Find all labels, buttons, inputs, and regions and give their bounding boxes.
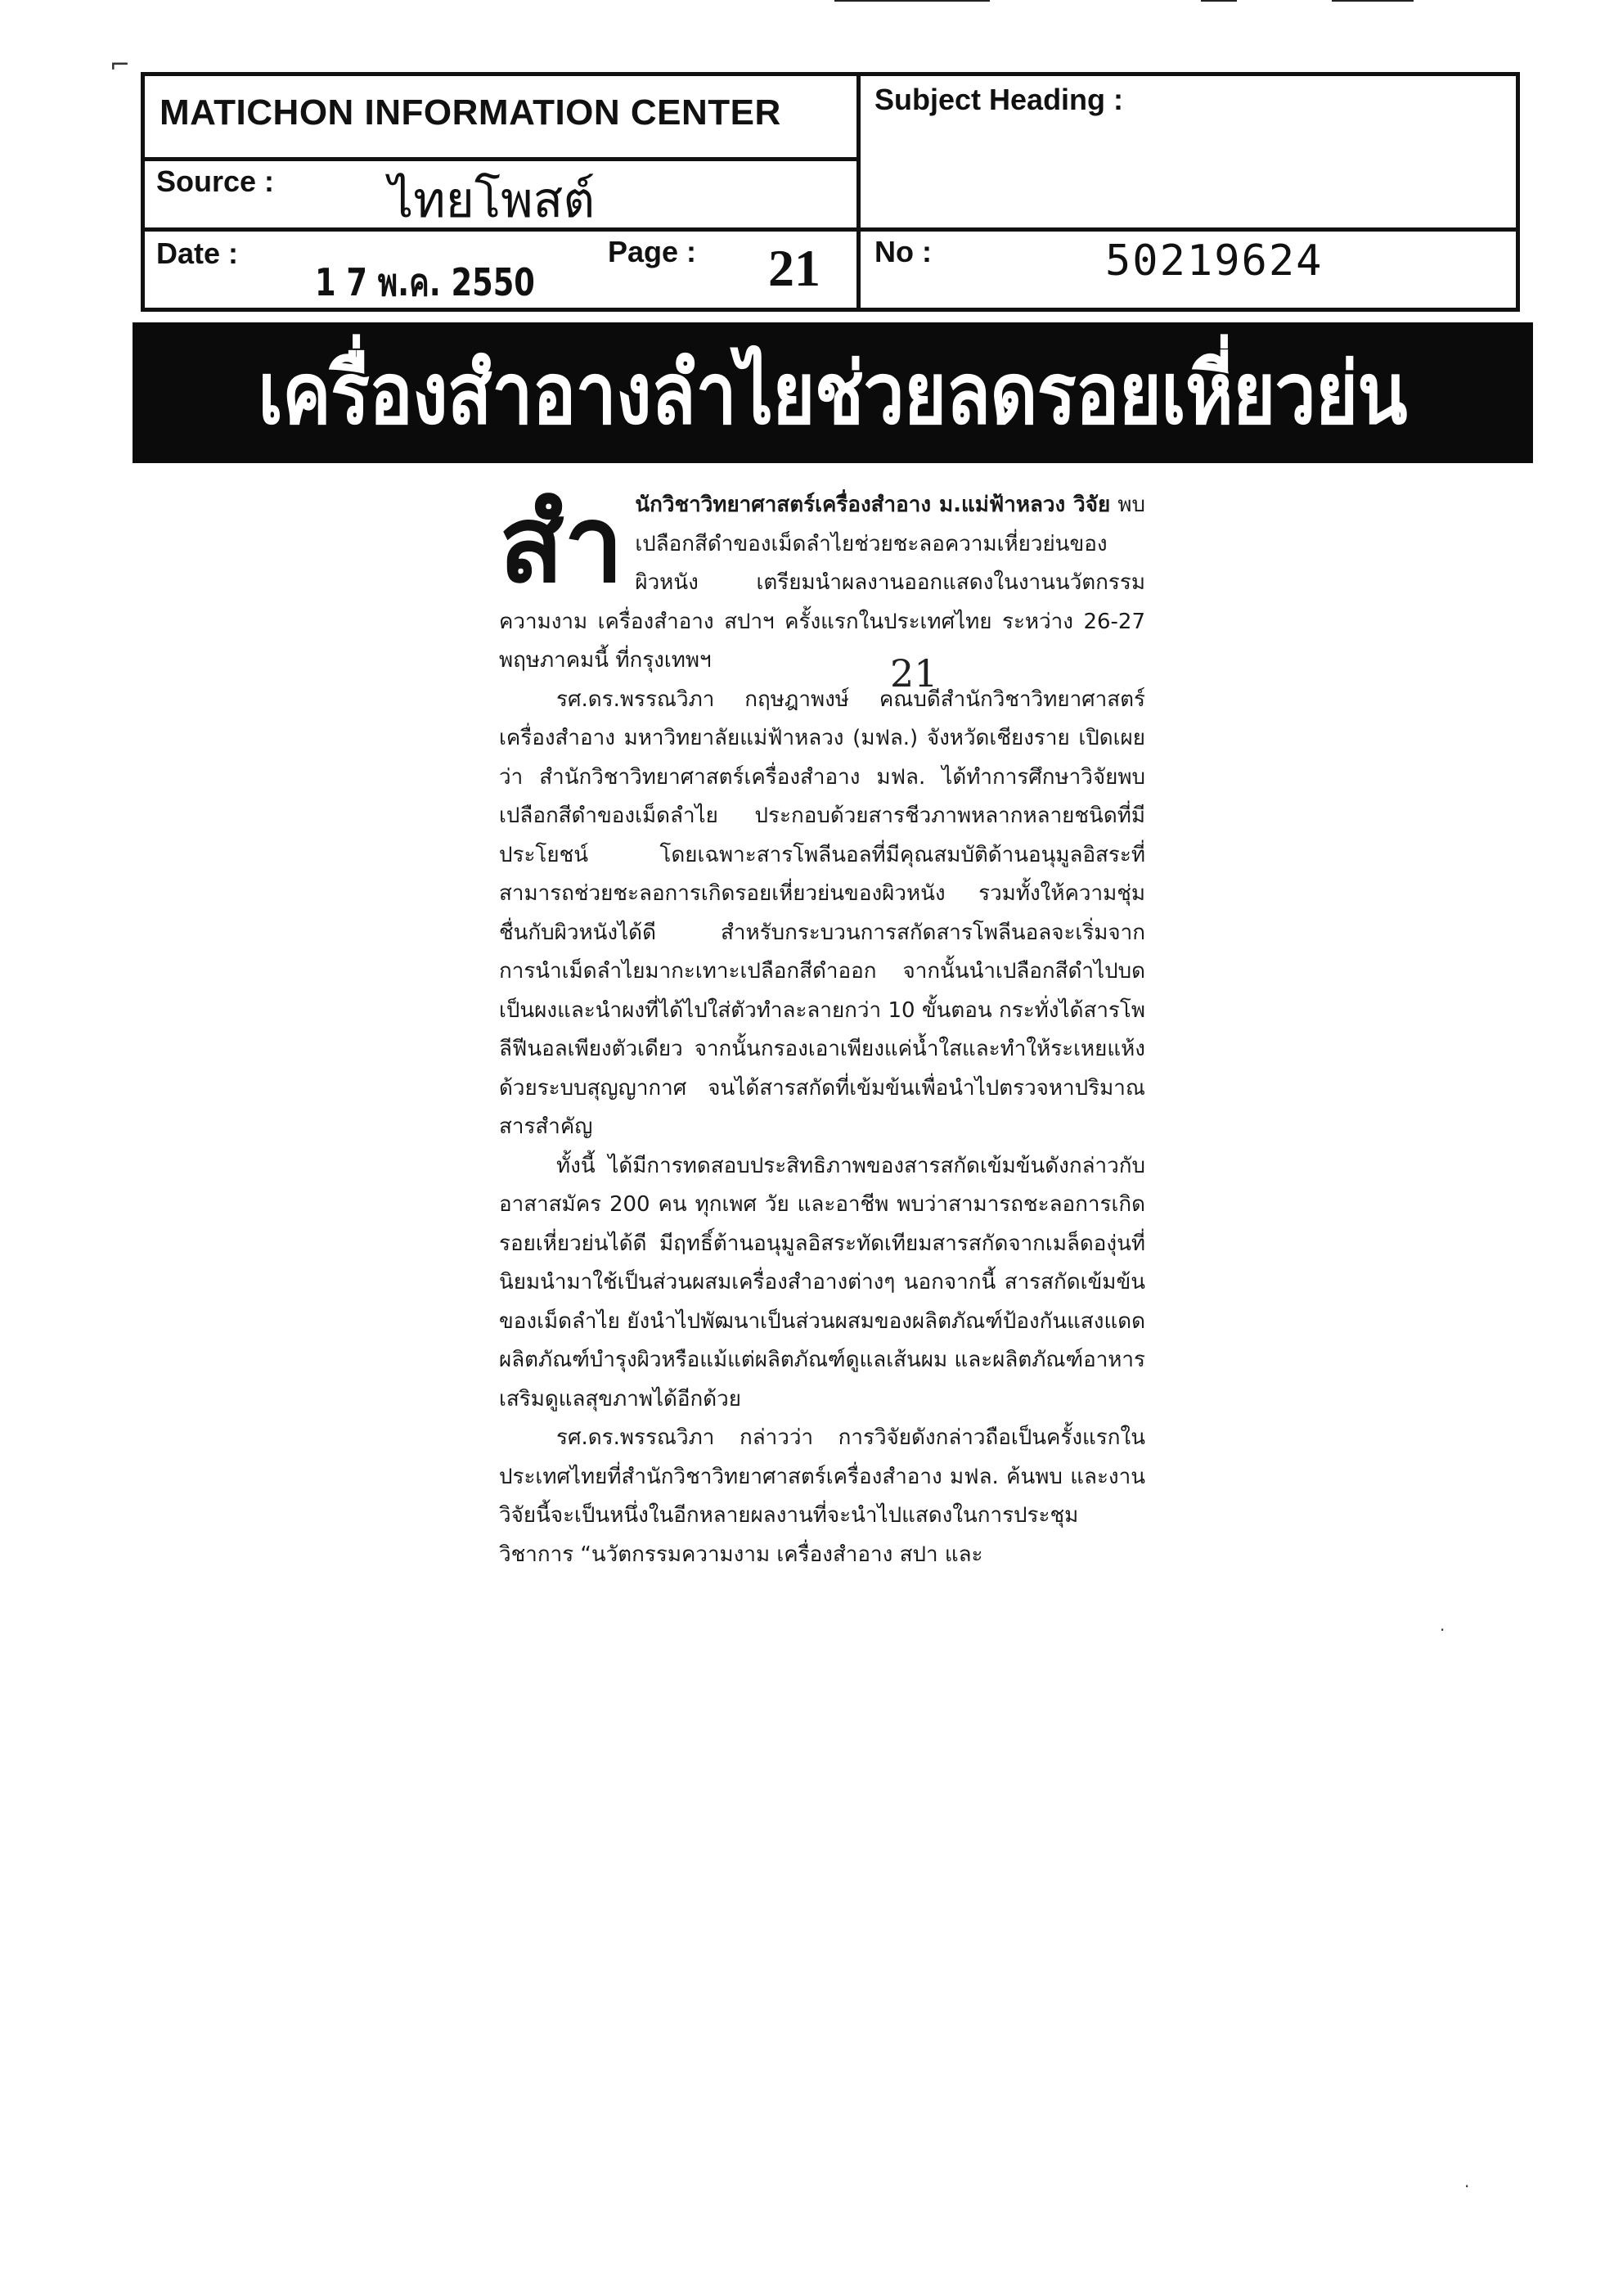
scan-artifact-mark: · [1440, 1620, 1445, 1640]
org-name: MATICHON INFORMATION CENTER [160, 92, 781, 133]
no-value: 50219624 [1105, 236, 1324, 286]
clipping-header [141, 72, 1520, 312]
date-label: Date : [156, 236, 239, 270]
subject-heading-label: Subject Heading : [874, 83, 1124, 116]
scan-artifact-mark: ⌐ [110, 51, 131, 79]
scan-artifact-line [1332, 0, 1414, 2]
article-lead-bold: นักวิชาวิทยาศาสตร์เครื่องสำอาง ม.แม่ฟ้าหลวง วิจัย [635, 493, 1111, 517]
header-divider [145, 227, 1516, 232]
scan-artifact-line [834, 0, 990, 2]
header-divider [856, 76, 861, 308]
date-value: 1 7 พ.ค. 2550 [315, 260, 535, 304]
article-paragraph: ทั้งนี้ ได้มีการทดสอบประสิทธิภาพของสารสกัดเข้มข้นดังกล่าวกับอาสาสมัคร 200 คน ทุกเพศ วัย และอาชีพ พบว่าสามารถชะลอการเกิดรอยเหี่ยวย่นได้ดี มีฤทธิ์ต้านอนุมูลอิสระทัดเทียมสารสกัดจากเมล็ดองุ่นที่นิยมนำมาใช้เป็นส่วนผสมเครื่องสำอางต่างๆ นอกจากนี้ สารสกัดเข้มข้นของเม็ดลำไย ยังนำไปพัฒนาเป็นส่วนผสมของผลิตภัณฑ์ป้องกันแสงแดด ผลิตภัณฑ์บำรุงผิวหรือแม้แต่ผลิตภัณฑ์ดูแลเส้นผม และผลิตภัณฑ์อาหารเสริมดูแลสุขภาพได้อีกด้วย [499, 1153, 1145, 1411]
headline-banner [133, 322, 1533, 463]
handwritten-note: 21 [890, 651, 938, 696]
article-paragraph: รศ.ดร.พรรณวิภา กล่าวว่า การวิจัยดังกล่าวถือเป็นครั้งแรกในประเทศไทยที่สำนักวิชาวิทยาศาสตร์เครื่องสำอาง มฟล. ค้นพบ และงานวิจัยนี้จะเป็นหนึ่งในอีกหลายผลงานที่จะนำไปแสดงในการประชุมวิชาการ “นวัตกรรมความงาม เครื่องสำอาง สปา และ [499, 1425, 1145, 1567]
article-body [499, 482, 1145, 1574]
no-label: No : [874, 235, 932, 268]
article-paragraph: รศ.ดร.พรรณวิภา กฤษฎาพงษ์ คณบดีสำนักวิชาวิทยาศาสตร์เครื่องสำอาง มหาวิทยาลัยแม่ฟ้าหลวง (มฟล.) จังหวัดเชียงราย เปิดเผยว่า สำนักวิชาวิทยาศาสตร์เครื่องสำอาง มฟล. ได้ทำการศึกษาวิจัยพบเปลือกสีดำของเม็ดลำไย ประกอบด้วยสารชีวภาพหลากหลายชนิดที่มีประโยชน์ โดยเฉพาะสารโพลีนอลที่มีคุณสมบัติด้านอนุมูลอิสระที่สามารถช่วยชะลอการเกิดรอยเหี่ยวย่นของผิวหนัง รวมทั้งให้ความชุ่มชื่นกับผิวหนังได้ดี สำหรับกระบวนการสกัดสารโพลีนอลจะเริ่มจากการนำเม็ดลำไยมากะเทาะเปลือกสีดำออก จากนั้นนำเปลือกสีดำไปบดเป็นผงและนำผงที่ได้ไปใส่ตัวทำละลายกว่า 10 ขั้นตอน กระทั่งได้สารโพลีฟีนอลเพียงตัวเดียว จากนั้นกรองเอาเพียงแค่น้ำใสและทำให้ระเหยแห้งด้วยระบบสุญญากาศ จนได้สารสกัดที่เข้มข้นเพื่อนำไปตรวจหาปริมาณสารสำคัญ [499, 687, 1145, 1139]
article-paragraph [499, 482, 1145, 681]
scan-artifact-mark: · [1464, 2177, 1470, 2196]
article-lead-text: พบเปลือกสีดำของเม็ดลำไยช่วยชะลอความเหี่ยวย่นของผิวหนัง เตรียมนำผลงานออกแสดงในงานนวัตกรรมความงาม เครื่องสำอาง สปาฯ ครั้งแรกในประเทศไทย ระหว่าง 26-27 พฤษภาคมนี้ ที่กรุงเทพฯ [499, 493, 1145, 673]
scan-artifact-line [1201, 0, 1237, 2]
page-label: Page : [608, 235, 697, 268]
headline: เครื่องสำอางลำไยช่วยลดรอยเหี่ยวย่น [258, 343, 1408, 443]
source-value: ไทยโพสต์ [389, 172, 596, 229]
source-label: Source : [156, 164, 275, 198]
drop-cap: สำ [499, 482, 624, 606]
page-value: 21 [768, 239, 820, 297]
